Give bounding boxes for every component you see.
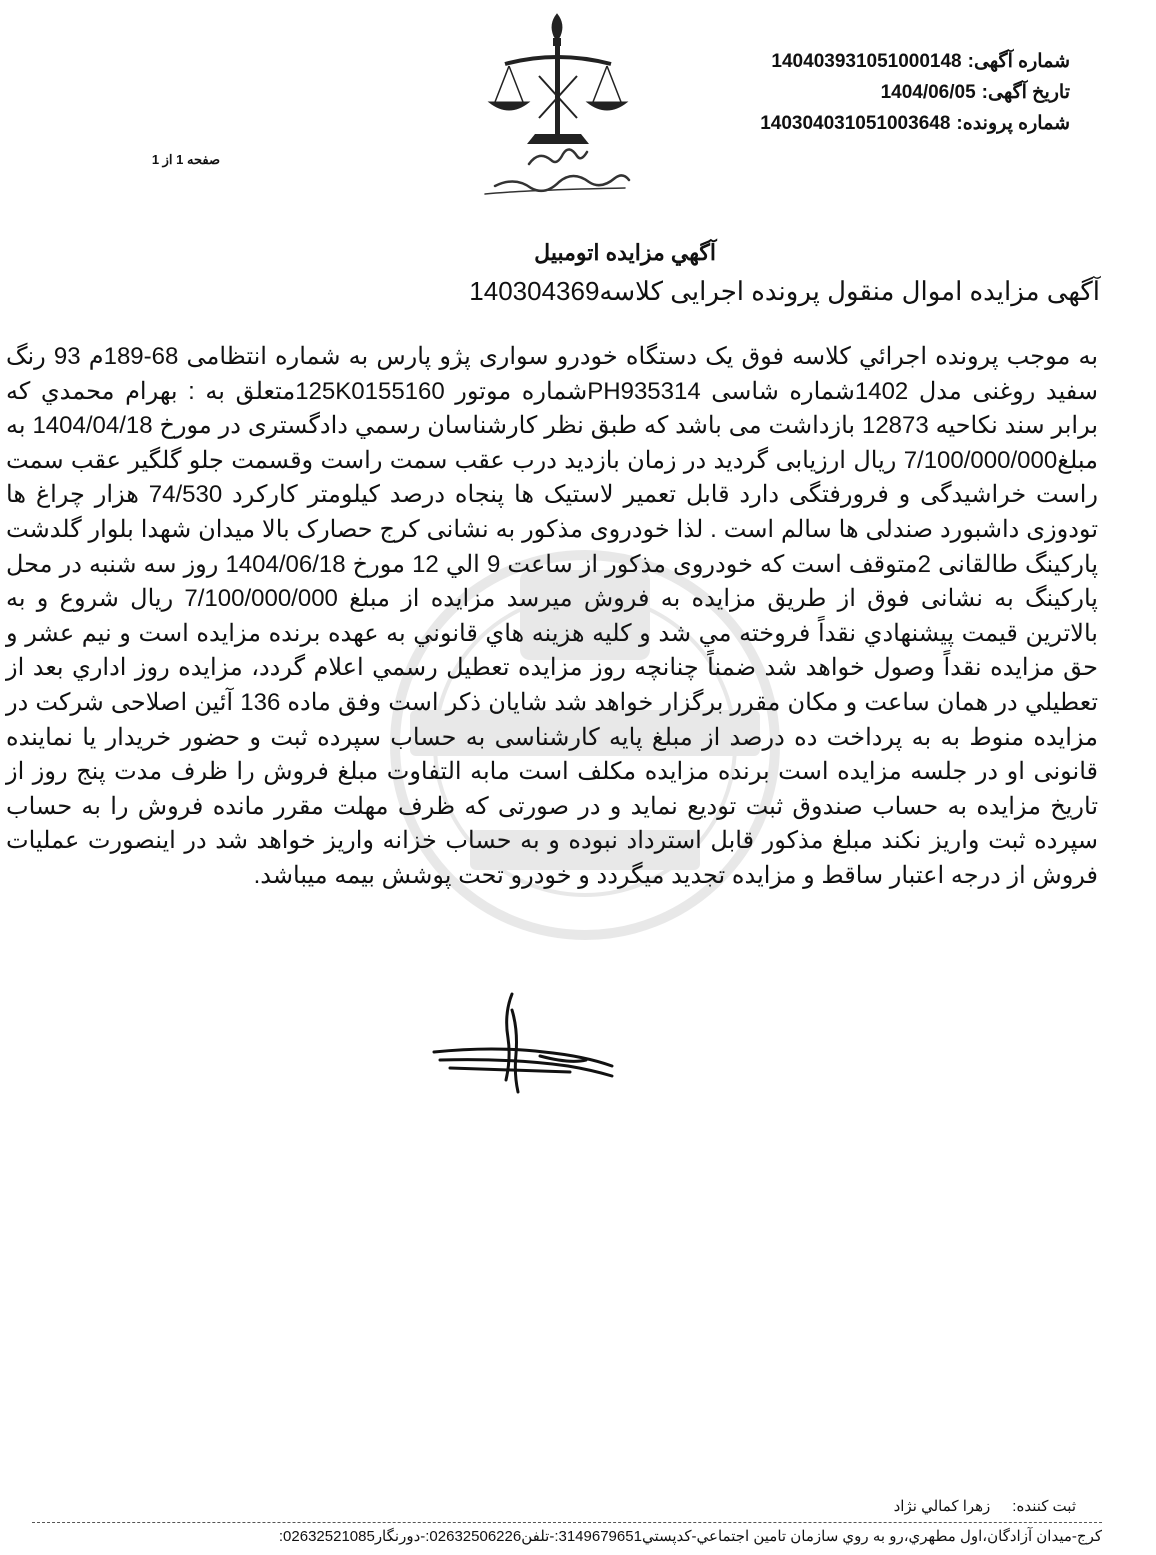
page-subtitle: آگهی مزایده اموال منقول پرونده اجرایی کلاسه140304369 <box>469 276 1100 306</box>
auction-body-text: به موجب پرونده اجرائي كلاسه فوق یک دستگاه خودرو سواری پژو پارس به شماره انتظامی 68-189م 93 رنگ سفید روغنی مدل 1402شماره شاسی PH935314شماره موتور 125K0155160متعلق به : بهرام محمدي که برابر سند نکاحیه 12873 بازداشت می باشد که طبق نظر کارشناسان رسمي دادگستری در مورخ 1404/04/18 به مبلغ7/100/000/000 ریال ارزیابی گردید در زمان بازدید درب عقب سمت راست وقسمت جلو گلگیر عقب سمت راست خراشیدگی و فرورفتگی دارد قابل تعمیر لاستیک ها پنجاه درصد کیلومتر کارکرد 74/530 هزار چراغ ها تودوزی داشبورد صندلی ها سالم است . لذا خودروی مذکور به نشانی کرج حصارک بالا میدان شهدا بلوار گلدشت پارکینگ طالقانی 2متوقف است که خودروی مذکور از ساعت 9 الي 12 مورخ 1404/06/18 روز سه شنبه در محل پارکینگ به نشانی فوق از طریق مزایده به فروش میرسد مزايده از مبلغ 7/100/000/000 ریال شروع و به بالاترين قيمت پيشنهادي نقداً فروخته مي شد و كليه هزينه هاي قانوني به عهده برنده مزايده است و نيم عشر و حق مزايده نقداً وصول خواهد شد ضمناً چنانچه روز مزايده تعطيل رسمي اعلام گردد، مزايده روز اداري بعد از تعطيلي در همان ساعت و مكان مقرر برگزار خواهد شد شایان ذکر است وفق ماده 136 آئین اصلاحی شرکت در مزایده منوط به به پرداخت ده درصد از مبلغ پایه کارشناسی به حساب سپرده ثبت و حضور خریدار یا نماینده قانونی او در جلسه مزایده است برنده مزایده مکلف است مابه التفاوت مبلغ فروش را ظرف مدت پنج روز از تاریخ مزایده به حساب صندوق ثبت تودیع نماید و در صورتی که ظرف مهلت مقرر مانده فروش را به حساب سپرده ثبت واریز نکند مبلغ مذکور قابل استرداد نبوده و به حساب خزانه واریز خواهد شد در اینصورت عملیات فروش از درجه اعتبار ساقط و مزایده تجدید میگردد و خودرو تحت پوشش بیمه میباشد. <box>6 343 1099 889</box>
recorder-name: زهرا كمالي نژاد <box>893 1498 991 1515</box>
recorder-label: ثبت كننده: <box>1012 1498 1076 1515</box>
recorder-line <box>894 1497 1076 1515</box>
handwritten-signature-icon <box>420 990 630 1100</box>
ad-number-label: شماره آگهی: <box>967 51 1070 72</box>
ad-date-label: تاریخ آگهی: <box>981 82 1070 103</box>
judiciary-scales-emblem-icon <box>465 6 655 202</box>
footer-address: کرج-میدان آزادگان،اول مطهري،رو به روي سازمان تامين اجتماعي-كدپستي3149679651:-تلفن02632506226:-دورنگار02632521085: <box>278 1528 1102 1545</box>
footer-divider <box>32 1522 1102 1523</box>
ad-number: 140403931051000148 <box>771 51 962 72</box>
page-title: آگهي مزايده اتومبيل <box>534 240 716 265</box>
page-count: صفحه 1 از 1 <box>151 152 220 167</box>
file-number-label: شماره پرونده: <box>956 113 1070 134</box>
ad-date: 1404/06/05 <box>880 82 976 103</box>
file-number: 140304031051003648 <box>760 113 951 134</box>
